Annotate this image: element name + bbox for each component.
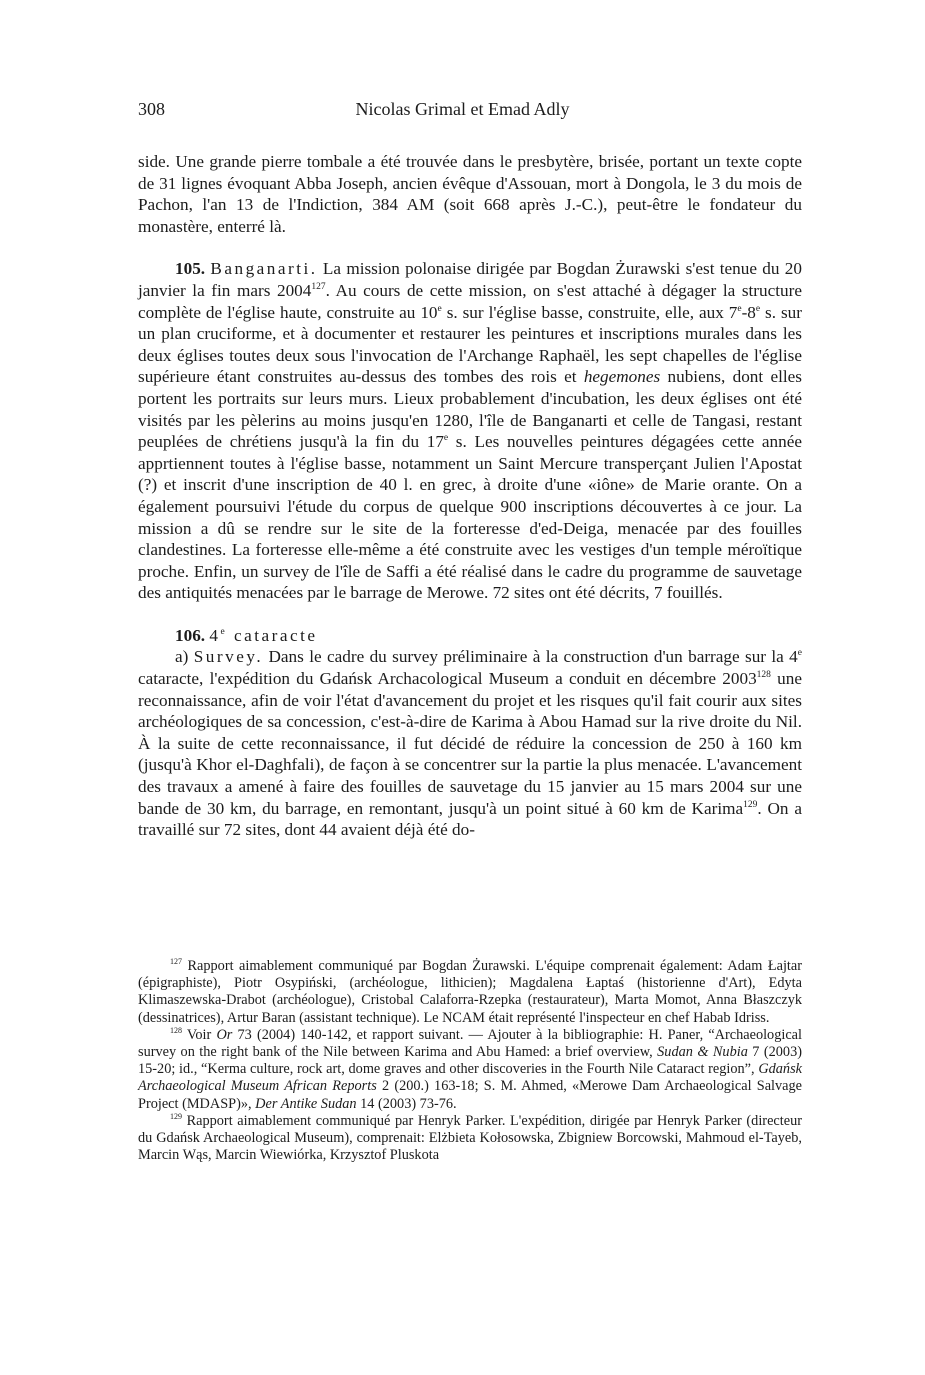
paragraph-continued: side. Une grande pierre tombale a été trouvée dans le presbytère, brisée, portant un texte copte de 31 lignes évoquant Abba Joseph, ancien évêque d'Assouan, mort à Dongola, le 3 du mois de Pachon, l'an 13 de l'Indiction, 384 AM (soit 668 après J.-C.), peut-être le fondateur du monastère, enterré là. [138,152,802,236]
section-heading-106 [138,625,802,647]
paragraph-105: 105. Banganarti. La mission polonaise dirigée par Bogdan Żurawski s'est tenue du 20 janvier la fin mars 2004$^{127}$. Au cours de cette mission, on s'est attaché à dégager la structure complète de l'église haute, construite au 10e s. sur l'église basse, construite, elle, aux 7e-8e s. sur un plan cruciforme, et à documenter et restaurer les peintures et inscriptions murales dans les deux églises toutes deux sous l'invocation de l'Archange Raphaël, les sept chapelles de l'église supérieure étant construites au-dessus des tombes des rois et hegemones nubiens, dont elles portent les portraits sur leurs murs. Lieux probablement d'incubation, les deux églises ont été visités par les pèlerins au moins jusqu'en 1280, l'île de Banganarti et celle de Tangasi, restant peuplées de chrétiens jusqu'à la fin du 17e s. Les nouvelles peintures dégagées cette année apprtiennent toutes à l'église basse, notamment un Saint Mercure transperçant Julien l'Apostat (?) et inscrit d'une inscription de 40 l. en grec, à droite d'une «iône» de Marie orante. On a également poursuivi l'étude du corpus de quelque 900 inscriptions découvertes à ce jour. La mission a dû se rendre sur le site de la forteresse d'ed-Deiga, menacée par des fouilles clandestines. La forteresse elle-même a été construite avec les vestiges d'un temple méroïtique proche. Enfin, un survey de l'île de Saffi a été réalisé dans le cadre du programme de sauvetage des antiquités menacées par le barrage de Merowe. 72 sites ont été décrits, 7 fouillés. [138,259,802,603]
footnote-129: $^{129}$ Rapport aimablement communiqué par Henryk Parker. L'expédition, dirigée par Henryk Parker (directeur du Gdańsk Archaeological Museum), comprenait: Elżbieta Kołosowska, Zbigniew Borcowski, Mahmoud el-Tayeb, Marcin Wąs, Marcin Wiewiórka, Krzysztof Pluskota [138,1111,802,1164]
footnote-ref[interactable]: 129 [743,799,758,810]
page-number: 308 [138,99,165,119]
section-number: 105. [175,259,206,279]
main-text [138,151,802,841]
footnote-127: $^{127}$ Rapport aimablement communiqué par Bogdan Żurawski. L'équipe comprenait également: Adam Łajtar (épigraphiste), Piotr Osypiński, (archéologue, lithicien); Magdalena Łaptaś (historienne d'Art), Edyta Klimaszewska-Drabot (archéologue), Cristobal Calaforra-Rzepka (restaurateur), Marta Momot, Anna Błaszczyk (dessinatrices), Artur Baran (assistant technique). Le NCAM était représenté l'inspecteur en chef Habab Idriss. [138,957,802,1026]
subsection-title: Survey. [193,647,264,667]
running-head: Nicolas Grimal et Emad Adly [355,99,570,119]
footnote-ref[interactable]: 127 [311,281,326,292]
section-title: 4e cataracte [209,625,318,645]
paragraph-106a: a) Survey. Dans le cadre du survey préliminaire à la construction d'un barrage sur la 4e cataracte, l'expédition du Gdańsk Archacological Museum a conduit en décembre 2003$^{128}$ une reconnaissance, afin de voir l'état d'avancement du projet et les risques qu'il fait courir aux sites archéologiques de sa concession, c'est-à-dire de Karima à Abou Hamad sur la rive droite du Nil. À la suite de cette reconnaissance, il fut décidé de réduire la concession de 250 à 160 km (jusqu'à Khor el-Daghfali), de façon à se concentrer sur la partie la plus menacée. L'avancement des travaux a amené à faire des fouilles de sauvetage du 15 janvier au 15 mars 2004 sur une bande de 30 km, du barrage, en remontant, jusqu'à un point situé à 60 km de Karima$^{129}$. On a travaillé sur 72 sites, dont 44 avaient déjà été do- [138,647,803,840]
section-number: 106. [175,625,206,645]
footnote-128: $^{128}$ Voir Or 73 (2004) 140-142, et rapport suivant. — Ajouter à la bibliographie: H. Paner, “Archaeological survey on the right bank of the Nile between Karima and Abu Hamed: a brief overview, Sudan & Nubia 7 (2003) 15-20; id., “Kerma culture, rock art, dome graves and other discoveries in the Fourth Nile Cataract region”, Gdańsk Archaeological Museum African Reports 2 (200.) 163-18; S. M. Ahmed, «Merowe Dam Archaeological Salvage Project (MDASP)», Der Antike Sudan 14 (2003) 73-76. [138,1025,803,1112]
footnote-ref[interactable]: 128 [756,670,771,681]
footnotes [138,958,802,1164]
site-name: Banganarti. [210,259,318,279]
